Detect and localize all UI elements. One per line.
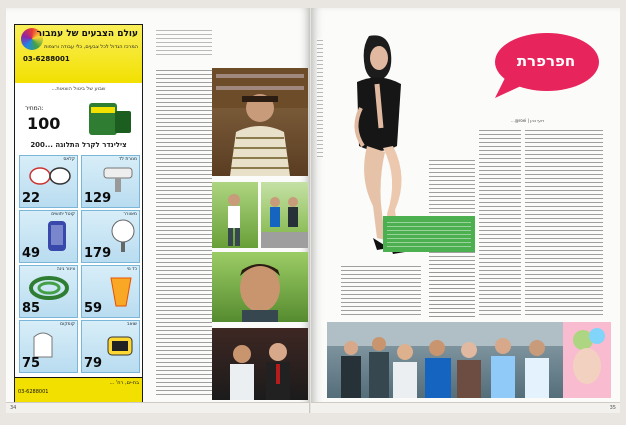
- right-footer-bar: [311, 402, 620, 413]
- photo-outdoor-2: [261, 182, 308, 248]
- magazine-spread: [6, 8, 620, 413]
- garden-hose-icon: [26, 274, 72, 302]
- product-label: מנורת לד: [118, 157, 137, 162]
- mosquito-killer-icon: [44, 217, 70, 255]
- photo-man-striped-shirt: [212, 68, 308, 176]
- ad-footer: [15, 377, 142, 404]
- text-column: [156, 68, 212, 398]
- product-tile: [81, 320, 140, 373]
- vacuum-icon: [104, 329, 136, 359]
- outdoor-illustration: [261, 182, 308, 248]
- product-price: 79: [84, 356, 103, 371]
- promo-label: המחיר:: [25, 105, 44, 112]
- product-tile: [19, 320, 78, 373]
- product-price: 59: [84, 301, 103, 316]
- product-label: קוטל יתושים: [51, 212, 75, 217]
- product-price: 85: [22, 301, 41, 316]
- portrait-illustration: [212, 68, 308, 176]
- product-label: מאוורר: [123, 212, 137, 217]
- text-column-top: [156, 28, 212, 58]
- product-label: קלאס: [63, 157, 75, 162]
- product-price: 49: [22, 246, 41, 261]
- lamp-icon: [26, 162, 74, 192]
- product-tile: [19, 210, 78, 263]
- ad-subtitle: המרכז הגדול לכל צבעים, כלי עבודה ורצפות: [44, 44, 138, 50]
- vase-icon: [106, 274, 136, 310]
- product-tile: [19, 155, 78, 208]
- left-footer-bar: [6, 402, 311, 413]
- ad-header: [15, 25, 142, 83]
- product-label: צינור גינה: [56, 267, 75, 272]
- product-tile: [81, 210, 140, 263]
- product-tile: [81, 265, 140, 318]
- green-highlight-box: [383, 216, 475, 252]
- product-label: כד נוי: [126, 267, 137, 272]
- right-page: [311, 8, 620, 413]
- outdoor-illustration: [212, 182, 258, 248]
- closeup-illustration: [212, 252, 308, 322]
- product-tile: [81, 155, 140, 208]
- photo-man-closeup: [212, 252, 308, 322]
- fan-icon: [108, 217, 138, 257]
- text-column: [525, 128, 603, 318]
- text-column: [479, 128, 521, 318]
- product-label: קומקום: [60, 322, 75, 327]
- page-number-left: 34: [10, 405, 17, 411]
- product-tile: [19, 265, 78, 318]
- photo-group-event: [327, 322, 611, 398]
- photo-outdoor-1: [212, 182, 258, 248]
- ad-band: שבוע של ביטול הוצאות...: [15, 83, 142, 95]
- byline: רועי כהן | roei@...: [511, 118, 545, 123]
- left-page: [6, 8, 311, 413]
- ad-phone: 03-6288001: [23, 55, 70, 63]
- group-illustration: [327, 322, 611, 398]
- text-column: [341, 264, 421, 318]
- product-label: שואב: [126, 322, 137, 327]
- vertical-credit: [317, 38, 323, 158]
- sale-line: צילינדר לקרל התלוגה ...200: [30, 141, 127, 149]
- page-number-right: 35: [609, 405, 616, 411]
- ad-promo: [19, 97, 138, 141]
- promo-price: 100: [27, 114, 61, 133]
- ad-title: עולם הצבעים של עמבור: [36, 29, 138, 39]
- photo-two-men: [212, 328, 308, 400]
- product-price: 179: [84, 246, 112, 261]
- advertisement: [14, 24, 143, 405]
- text-column: [429, 262, 475, 318]
- product-price: 22: [22, 191, 41, 206]
- ad-footer-address: בת-ים, רח' ...: [109, 380, 139, 386]
- product-price: 129: [84, 191, 112, 206]
- green-box-text: [387, 220, 471, 248]
- two-men-illustration: [212, 328, 308, 400]
- product-price: 75: [22, 356, 41, 371]
- section-heading: חפרפרת: [516, 52, 576, 70]
- ad-footer-phone: 03-6288001: [18, 389, 49, 395]
